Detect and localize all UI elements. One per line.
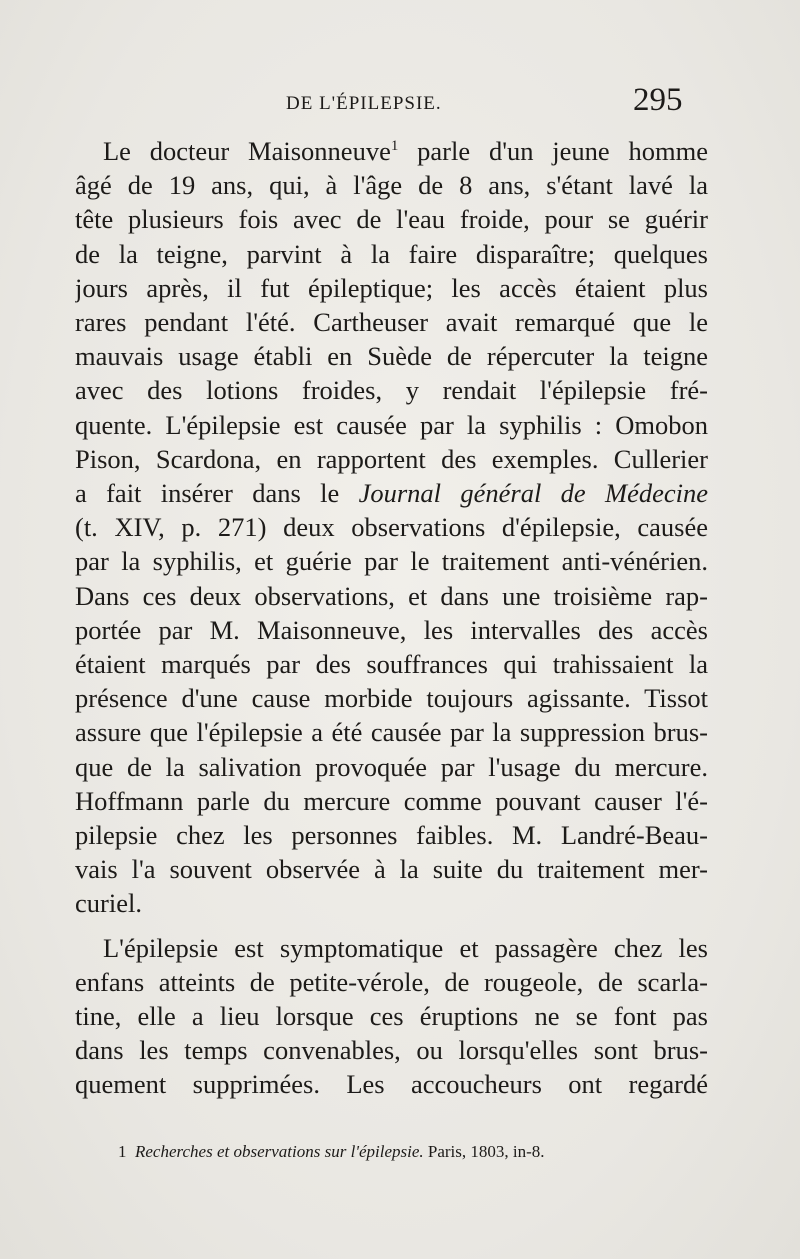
- footnote-details: Paris, 1803, in-8.: [427, 1142, 545, 1161]
- text-line: de la teigne, parvint à la faire disparaître; quelques: [75, 238, 708, 269]
- text-line: dans les temps convenables, ou lorsqu'elles sont brus-: [75, 1035, 708, 1066]
- text-line: avec des lotions froides, y rendait l'épilepsie fré-: [75, 375, 708, 406]
- paragraph: [75, 134, 708, 921]
- text-line: tine, elle a lieu lorsque ces éruptions ne se font pas: [75, 1001, 708, 1032]
- text-line: présence d'une cause morbide toujours agissante. Tissot: [75, 683, 708, 714]
- footnote-title: Recherches et observations sur l'épilepsie.: [135, 1142, 424, 1161]
- text-line: Pison, Scardona, en rapportent des exemples. Cullerier: [75, 443, 708, 474]
- text-line: quente. L'épilepsie est causée par la syphilis : Omobon: [75, 409, 708, 440]
- text-line: curiel.: [75, 888, 142, 919]
- text-line: a fait insérer dans le Journal général de Médecine: [75, 478, 708, 509]
- text-line: assure que l'épilepsie a été causée par la suppression brus-: [75, 717, 708, 748]
- journal-title: Journal général de Médecine: [358, 478, 708, 509]
- text-line: mauvais usage établi en Suède de répercuter la teigne: [75, 341, 708, 372]
- page-number: 295: [633, 82, 683, 118]
- text-line: par la syphilis, et guérie par le traitement anti-vénérien.: [75, 546, 708, 577]
- text-line: jours après, il fut épileptique; les accès étaient plus: [75, 272, 708, 303]
- text-line: tête plusieurs fois avec de l'eau froide, pour se guérir: [75, 204, 708, 235]
- text-line: pilepsie chez les personnes faibles. M. Landré-Beau-: [75, 820, 708, 851]
- text-line: vais l'a souvent observée à la suite du traitement mer-: [75, 854, 708, 885]
- footnote: [118, 1142, 545, 1162]
- text-line: que de la salivation provoquée par l'usage du mercure.: [75, 751, 708, 782]
- footnote-number: 1: [118, 1142, 127, 1161]
- text-line: L'épilepsie est symptomatique et passagère chez les: [103, 932, 708, 963]
- text-line: portée par M. Maisonneuve, les intervalles des accès: [75, 614, 708, 645]
- running-head: DE L'ÉPILEPSIE.: [286, 93, 442, 114]
- text-line: âgé de 19 ans, qui, à l'âge de 8 ans, s'étant lavé la: [75, 170, 708, 201]
- text-line: Dans ces deux observations, et dans une troisième rap-: [75, 580, 708, 611]
- text-line: rares pendant l'été. Cartheuser avait remarqué que le: [75, 307, 708, 338]
- paragraph: [75, 931, 708, 1102]
- footnote-marker: 1: [390, 138, 399, 155]
- text-line: étaient marqués par des souffrances qui trahissaient la: [75, 649, 708, 680]
- body-text: [75, 134, 708, 1102]
- text-line: Le docteur Maisonneuve$^1$ parle d'un jeune homme: [103, 136, 708, 166]
- text-line: Hoffmann parle du mercure comme pouvant causer l'é-: [75, 785, 708, 816]
- text-line: quement supprimées. Les accoucheurs ont regardé: [75, 1069, 708, 1100]
- text-line: enfans atteints de petite-vérole, de rougeole, de scarla-: [75, 966, 708, 997]
- text-line: (t. XIV, p. 271) deux observations d'épilepsie, causée: [75, 512, 708, 543]
